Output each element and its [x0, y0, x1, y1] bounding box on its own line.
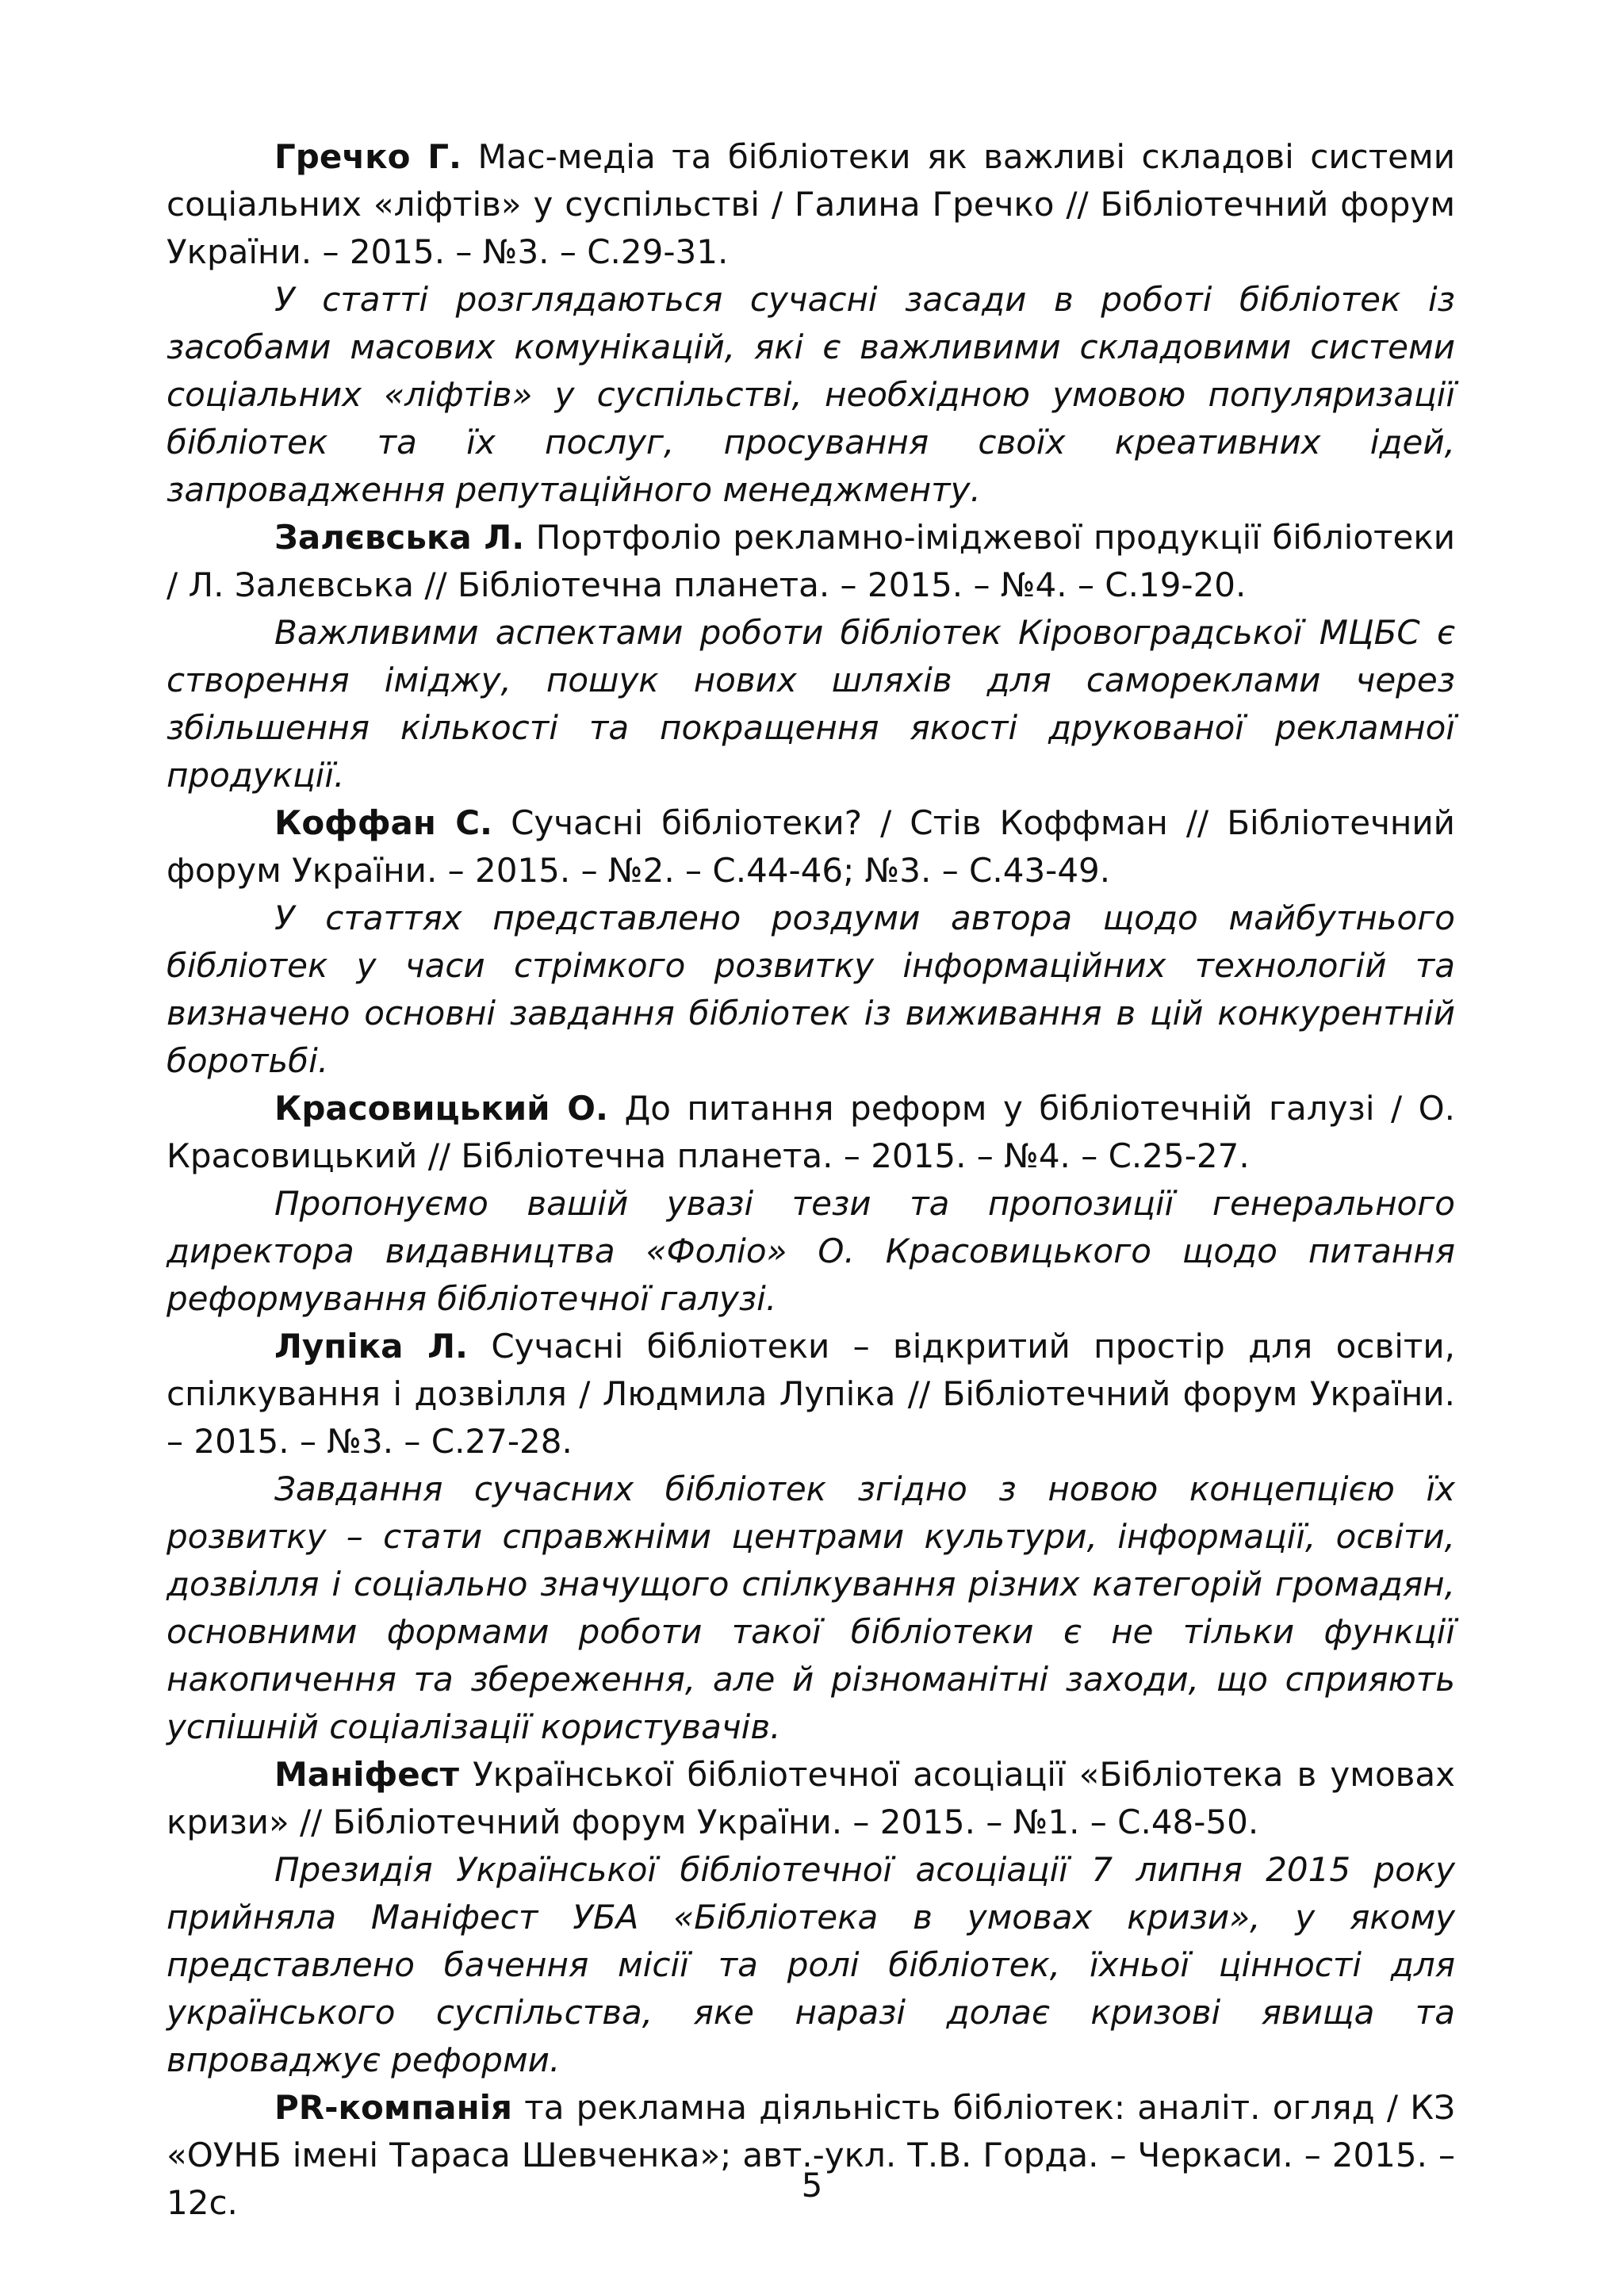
entry-annotation: Завдання сучасних бібліотек згідно з новою концепцією їх розвитку – стати справжніми центрами культури, інформації, освіти, дозвілля і соціально значущого спілкування різних категорій громадян, основними формами роботи такої бібліотеки є не тільки функції накопичення та збереження, але й різноманітні заходи, що сприяють успішній соціалізації користувачів.: [167, 1469, 1455, 1746]
entry-citation-text: Сучасні бібліотеки? / Стів Коффман // Бібліотечний форум України. – 2015. – №2. – С.44-46; №3. – С.43-49.: [167, 803, 1455, 890]
entry-citation-text: Української бібліотечної асоціації «Бібліотека в умовах кризи» // Бібліотечний форум України. – 2015. – №1. – С.48-50.: [167, 1755, 1455, 1841]
entry-annotation: У статтях представлено роздуми автора щодо майбутнього бібліотек у часи стрімкого розвитку інформаційних технологій та визначено основні завдання бібліотек із виживання в цій конкурентній боротьбі.: [167, 898, 1455, 1080]
entry-citation: [167, 133, 1455, 276]
entry-annotation: Важливими аспектами роботи бібліотек Кіровоградської МЦБС є створення іміджу, пошук нових шляхів для самореклами через збільшення кількості та покращення якості друкованої рекламної продукції.: [167, 613, 1455, 795]
entry-citation: [167, 1323, 1455, 1466]
document-body: [167, 133, 1455, 2227]
entry-author: Гречко Г.: [274, 137, 462, 176]
entry-annotation: У статті розглядаються сучасні засади в роботі бібліотек із засобами масових комунікацій, які є важливими складовими системи соціальних «ліфтів» у суспільстві, необхідною умовою популяризації бібліотек та їх послуг, просування своїх креативних ідей, запровадження репутаційного менеджменту.: [167, 280, 1455, 509]
entry-annotation: Пропонуємо вашій увазі тези та пропозиції генерального директора видавництва «Фоліо» О. Красовицького щодо питання реформування бібліотечної галузі.: [167, 1184, 1455, 1318]
entry-author: Лупіка Л.: [274, 1327, 468, 1366]
entry-author: PR-компанія: [274, 2088, 512, 2127]
entry-author: Залєвська Л.: [274, 518, 525, 557]
entry-citation: [167, 1085, 1455, 1180]
entry-author: Коффан С.: [274, 803, 492, 842]
entry-citation-text: Мас-медіа та бібліотеки як важливі складові системи соціальних «ліфтів» у суспільстві / Галина Гречко // Бібліотечний форум України. – 2015. – №3. – С.29-31.: [167, 137, 1455, 271]
entry-citation: [167, 799, 1455, 895]
page-number: 5: [801, 2166, 823, 2205]
entry-citation-text: Портфоліо рекламно-іміджевої продукції бібліотеки / Л. Залєвська // Бібліотечна планета. – 2015. – №4. – С.19-20.: [167, 518, 1456, 604]
entry-citation-text: Сучасні бібліотеки – відкритий простір для освіти, спілкування і дозвілля / Людмила Лупіка // Бібліотечний форум України. – 2015. – №3. – С.27-28.: [167, 1327, 1455, 1461]
entry-annotation: Президія Української бібліотечної асоціації 7 липня 2015 року прийняла Маніфест УБА «Бібліотека в умовах кризи», у якому представлено бачення місії та ролі бібліотек, їхньої цінності для українського суспільства, яке наразі долає кризові явища та впроваджує реформи.: [167, 1850, 1455, 2079]
entry-citation: [167, 1751, 1455, 1846]
entry-citation-text: та рекламна діяльність бібліотек: аналіт. огляд / КЗ «ОУНБ імені Тараса Шевченка»; авт.-укл. Т.В. Горда. – Черкаси. – 2015. – 12с.: [167, 2088, 1455, 2222]
entry-author: Красовицький О.: [274, 1089, 608, 1128]
entry-citation-text: До питання реформ у бібліотечній галузі / О. Красовицький // Бібліотечна планета. – 2015. – №4. – С.25-27.: [167, 1089, 1455, 1175]
entry-citation: [167, 514, 1455, 609]
entry-author: Маніфест: [274, 1755, 459, 1794]
